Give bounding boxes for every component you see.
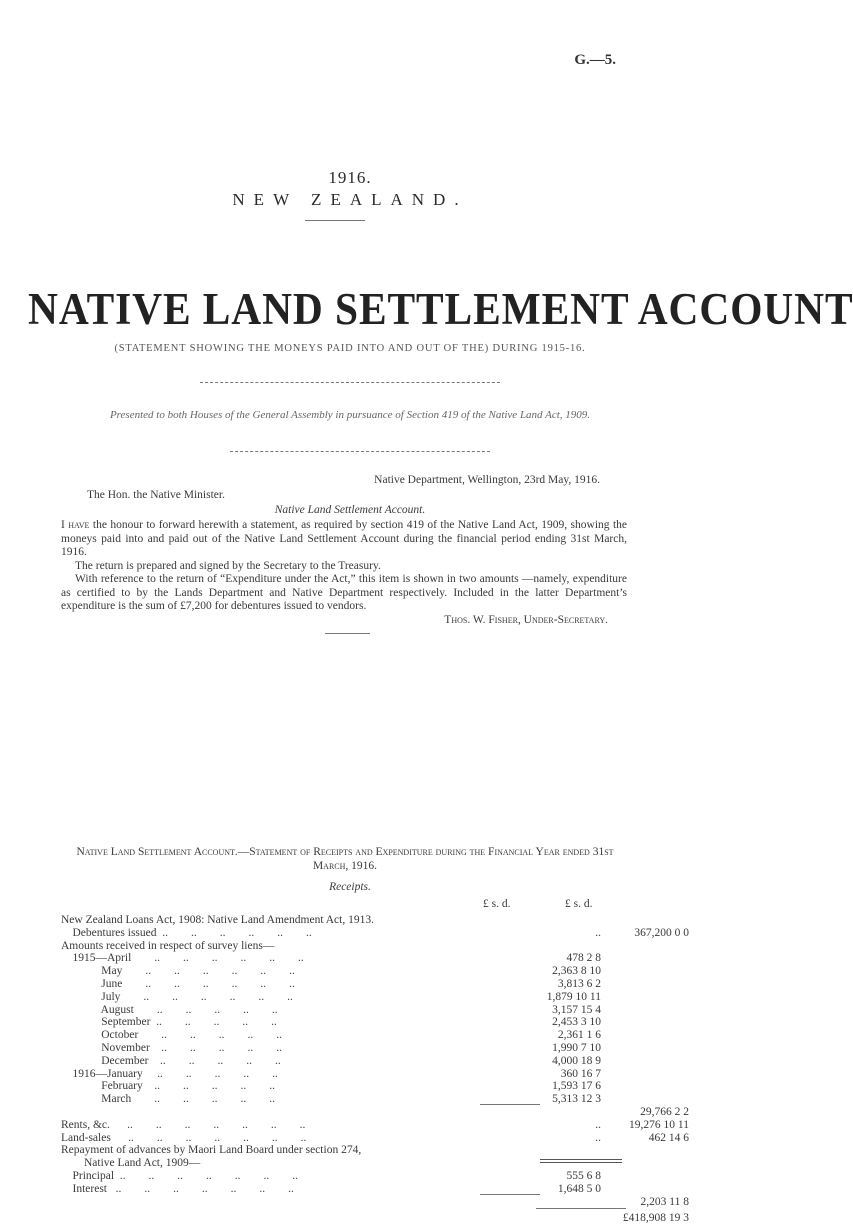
row-label: July .. .. .. .. .. .. bbox=[61, 990, 293, 1003]
row-amount-left: 3,157 15 4 bbox=[552, 1003, 601, 1016]
row-amount-left: 1,648 5 0 bbox=[557, 1182, 601, 1195]
row-amount-right: 462 14 6 bbox=[648, 1131, 689, 1144]
row-amount-left: 555 6 8 bbox=[566, 1170, 601, 1182]
row-amount-left: 360 16 7 bbox=[560, 1067, 601, 1080]
row-label: June .. .. .. .. .. .. bbox=[61, 978, 295, 990]
row-label: September .. .. .. .. .. bbox=[61, 1016, 277, 1029]
row-amount-left: 2,453 3 10 bbox=[552, 1016, 601, 1029]
row-amount-right: 2,203 11 8 bbox=[640, 1195, 689, 1208]
total-underline bbox=[540, 1162, 622, 1163]
letter-addressee: The Hon. the Native Minister. bbox=[87, 489, 225, 501]
presentation-note: Presented to both Houses of the General Assembly in pursuance of Section 419 of the Native Land Act, 1909. bbox=[109, 409, 591, 421]
grand-total: £418,908 19 3 bbox=[622, 1212, 689, 1225]
row-amount-left: 4,000 18 9 bbox=[552, 1054, 601, 1067]
row-amount-left: .. bbox=[595, 926, 601, 939]
row-amount-left: 1,990 7 10 bbox=[552, 1042, 601, 1054]
statement-heading: Native Land Settlement Account.—Statement of Receipts and Expenditure during the Financial Year ended 31st March, 1916. bbox=[76, 846, 614, 872]
country-name: NEW ZEALAND. bbox=[232, 190, 468, 209]
row-amount-left: .. bbox=[595, 1118, 601, 1131]
divider-rule bbox=[305, 220, 365, 221]
letter-signature: Thos. W. Fisher, Under-Secretary. bbox=[444, 614, 608, 626]
document-year: 1916. bbox=[328, 168, 372, 187]
document-title: NATIVE LAND SETTLEMENT ACCOUNT bbox=[28, 284, 853, 334]
row-label: New Zealand Loans Act, 1908: Native Land Amendment Act, 1913. bbox=[61, 914, 374, 926]
row-amount-left: 2,363 8 10 bbox=[552, 965, 601, 978]
letter-opening: I have bbox=[61, 519, 90, 531]
row-label: February .. .. .. .. .. bbox=[61, 1080, 276, 1093]
row-amount-left: .. bbox=[595, 1131, 601, 1144]
total-underline bbox=[540, 1159, 622, 1160]
row-label: Debentures issued .. .. .. .. .. .. bbox=[61, 926, 312, 939]
row-amount-right: 29,766 2 2 bbox=[640, 1106, 689, 1118]
row-label: Repayment of advances by Maori Land Board under section 274, bbox=[61, 1144, 362, 1157]
divider-rule bbox=[230, 451, 490, 452]
divider-rule bbox=[200, 382, 500, 383]
row-label: Principal .. .. .. .. .. .. .. bbox=[61, 1170, 299, 1182]
letter-body bbox=[61, 519, 627, 614]
row-label: 1915—April .. .. .. .. .. .. bbox=[61, 952, 304, 965]
row-label: Rents, &c. .. .. .. .. .. .. .. bbox=[61, 1118, 306, 1131]
table-row bbox=[61, 1195, 689, 1209]
subtotal-rule bbox=[480, 1194, 540, 1195]
page-reference: G.—5. bbox=[574, 52, 616, 68]
column-header-left: £ s. d. bbox=[483, 898, 511, 910]
document-subtitle: (STATEMENT SHOWING THE MONEYS PAID INTO AND OUT OF THE) DURING 1915-16. bbox=[114, 343, 586, 354]
row-label: October .. .. .. .. .. bbox=[61, 1029, 283, 1042]
letter-paragraph: With reference to the return of “Expenditure under the Act,” this item is shown in two amounts —namely, expenditure as certified to by the Lands Department and Native Department respectively. Included in the latter Department’s expenditure is the sum of £7,200 for debentures issued to vendors. bbox=[61, 573, 627, 612]
row-amount-left: 3,813 6 2 bbox=[557, 978, 601, 990]
row-label: December .. .. .. .. .. bbox=[61, 1054, 281, 1067]
subtotal-rule bbox=[536, 1208, 626, 1209]
row-label: August .. .. .. .. .. bbox=[61, 1003, 278, 1016]
row-amount-left: 478 2 8 bbox=[566, 952, 601, 965]
row-label: 1916—January .. .. .. .. .. bbox=[61, 1067, 278, 1080]
letter-caption: Native Land Settlement Account. bbox=[274, 504, 426, 516]
row-label: Native Land Act, 1909— bbox=[61, 1157, 201, 1170]
row-amount-left: 1,593 17 6 bbox=[552, 1080, 601, 1093]
row-label: Land-sales .. .. .. .. .. .. .. bbox=[61, 1131, 307, 1144]
row-label: Amounts received in respect of survey liens— bbox=[61, 939, 275, 952]
statement-section-title: Receipts. bbox=[329, 881, 371, 893]
row-amount-left: 2,361 1 6 bbox=[557, 1029, 601, 1042]
row-label: Interest .. .. .. .. .. .. .. bbox=[61, 1182, 294, 1195]
row-label: March .. .. .. .. .. bbox=[61, 1093, 276, 1106]
row-amount-right: 367,200 0 0 bbox=[634, 926, 689, 939]
column-header-right: £ s. d. bbox=[565, 898, 593, 910]
row-label: November .. .. .. .. .. bbox=[61, 1042, 283, 1054]
row-amount-left: 5,313 12 3 bbox=[552, 1093, 601, 1106]
grand-total-row bbox=[61, 1211, 689, 1225]
letter-dateline: Native Department, Wellington, 23rd May, 1916. bbox=[374, 474, 600, 486]
divider-rule bbox=[325, 633, 370, 634]
row-label: May .. .. .. .. .. .. bbox=[61, 965, 295, 978]
letter-paragraph: The return is prepared and signed by the Secretary to the Treasury. bbox=[75, 559, 381, 572]
letter-paragraph: the honour to forward herewith a statement, as required by section 419 of the Native Land Act, 1909, showing the moneys paid into and paid out of the Native Land Settlement Account during the financial period ending 31st March, 1916. bbox=[61, 519, 628, 558]
subtotal-rule bbox=[480, 1104, 540, 1105]
row-amount-right: 19,276 10 11 bbox=[629, 1118, 689, 1131]
row-amount-left: 1,879 10 11 bbox=[546, 990, 601, 1003]
